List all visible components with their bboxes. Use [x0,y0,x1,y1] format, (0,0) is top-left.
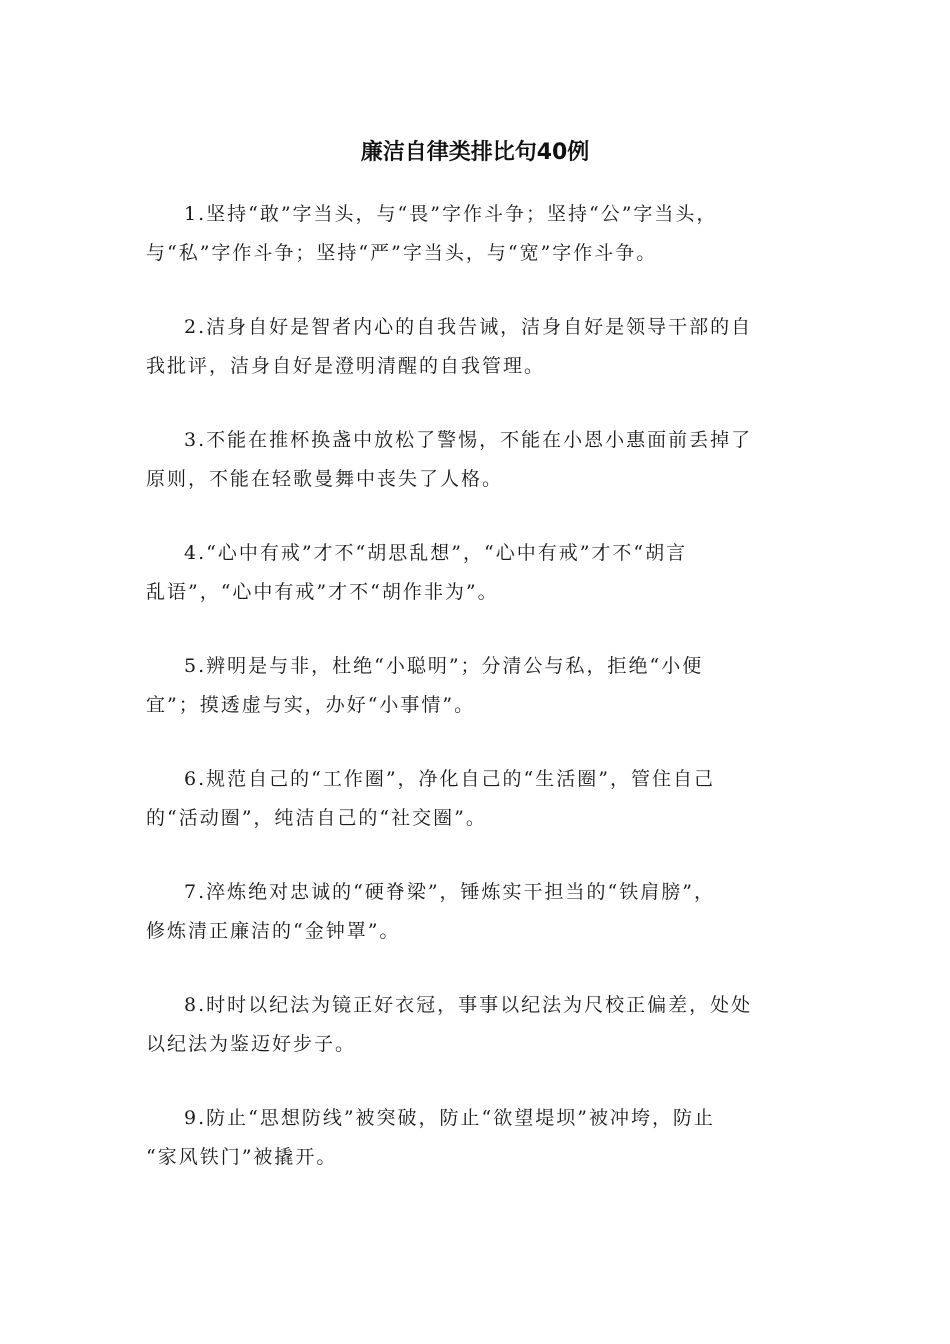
document-title: 廉洁自律类排比句40例 [360,140,590,165]
paragraph-2: 2.洁身自好是智者内心的自我告诫，洁身自好是领导干部的自 我批评，洁身自好是澄明清醒的自我管理。 [146,316,753,377]
paragraph-9: 9.防止“思想防线”被突破，防止“欲望堤坝”被冲垮，防止 “家风铁门”被撬开。 [146,1107,715,1168]
paragraph-4: 4.“心中有戒”才不“胡思乱想”，“心中有戒”才不“胡言 乱语”，“心中有戒”才不“胡作非为”。 [146,542,688,603]
document-body [146,195,810,1212]
paragraph-1: 1.坚持“敢”字当头，与“畏”字作斗争；坚持“公”字当头， 与“私”字作斗争；坚持“严”字当头，与“宽”字作斗争。 [146,203,718,264]
paragraph-8: 8.时时以纪法为镜正好衣冠，事事以纪法为尺校正偏差，处处 以纪法为鉴迈好步子。 [146,994,753,1055]
paragraph-5: 5.辨明是与非，杜绝“小聪明”；分清公与私，拒绝“小便 宜”；摸透虚与实，办好“小事情”。 [146,655,704,716]
paragraph-7: 7.淬炼绝对忠诚的“硬脊梁”，锤炼实干担当的“铁肩膀”， 修炼清正廉洁的“金钟罩”。 [146,881,715,942]
paragraph-3: 3.不能在推杯换盏中放松了警惕，不能在小恩小惠面前丢掉了 原则，不能在轻歌曼舞中丧失了人格。 [146,429,753,490]
paragraph-6: 6.规范自己的“工作圈”，净化自己的“生活圈”，管住自己 的“活动圈”，纯洁自己的“社交圈”。 [146,768,715,829]
